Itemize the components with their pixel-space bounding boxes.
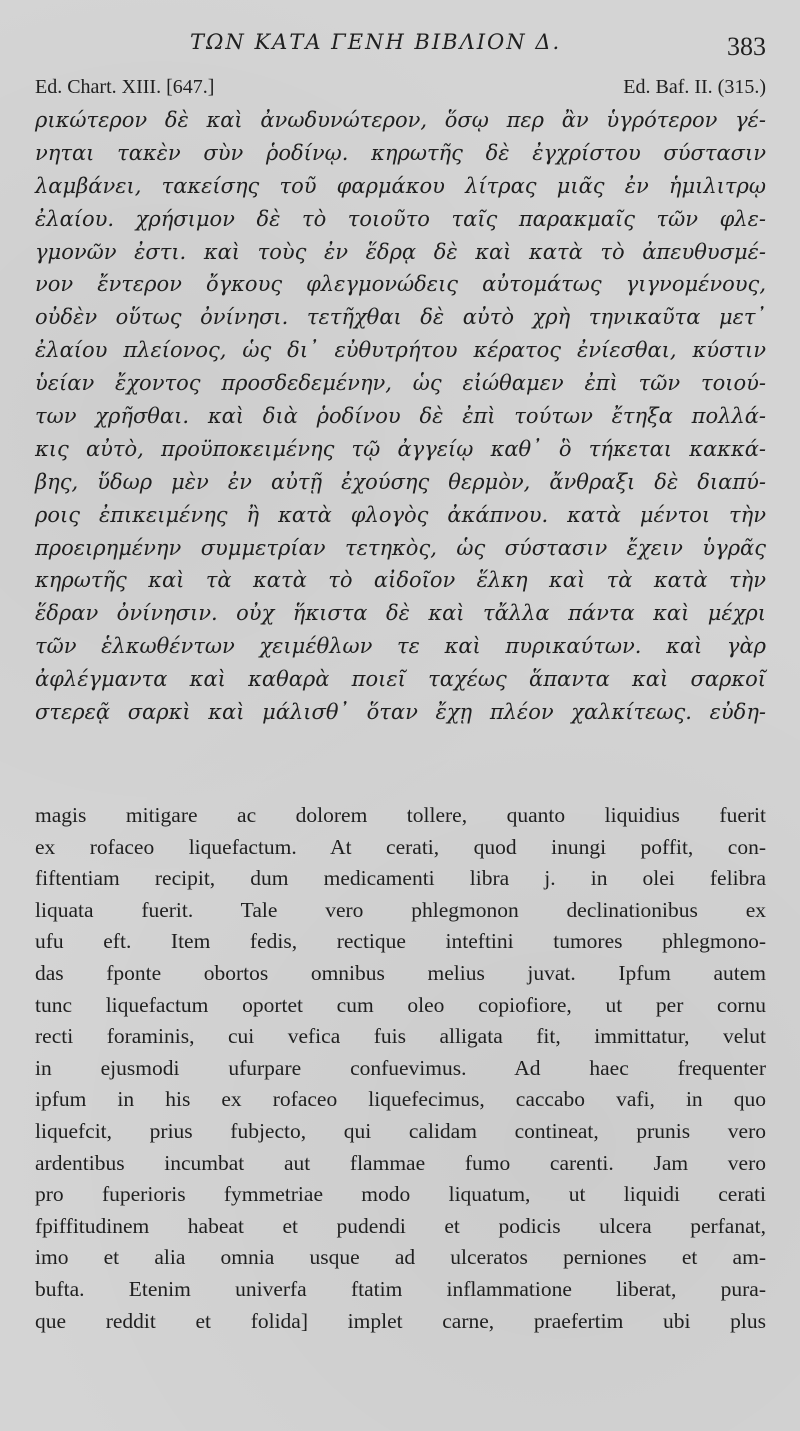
latin-text-line: ex rofaceo liquefactum. At cerati, quod inungi poffit, con- — [35, 834, 766, 859]
edition-basel-reference: Ed. Baf. II. (315.) — [623, 76, 766, 98]
latin-text-line: ufu eft. Item fedis, rectique inteftini tumores phlegmono- — [35, 929, 766, 954]
greek-text-line: στερεᾷ σαρκὶ καὶ μάλισθ᾽ ὅταν ἔχῃ πλέον χαλκίτεως. εὐδη- — [35, 700, 766, 725]
greek-text-line: κις αὐτὸ, προϋποκειμένης τῷ ἀγγείῳ καθ᾽ ὃ τήκεται κακκά- — [35, 436, 766, 461]
latin-text-line: ardentibus incumbat aut flammae fumo carenti. Jam vero — [35, 1150, 766, 1175]
greek-text-line: των χρῆσθαι. καὶ διὰ ῥοδίνου δὲ ἐπὶ τούτων ἔτηξα πολλά- — [35, 404, 766, 429]
greek-text-line: βης, ὕδωρ μὲν ἐν αὐτῇ ἐχούσης θερμὸν, ἄνθραξι δὲ διαπύ- — [35, 469, 766, 494]
latin-text-line: magis mitigare ac dolorem tollere, quanto liquidius fuerit — [35, 803, 766, 827]
greek-text-line: ρικώτερον δὲ καὶ ἀνωδυνώτερον, ὅσῳ περ ἂν ὑγρότερον γέ- — [35, 108, 766, 132]
latin-text-block — [35, 800, 766, 1337]
greek-text-line: νηται τακὲν σὺν ῥοδίνῳ. κηρωτῆς δὲ ἐγχρίστου σύστασιν — [35, 140, 766, 165]
running-title: ΤΩΝ ΚΑΤΑ ΓΕΝΗ ΒΙΒΛΙΟΝ Δ. — [190, 30, 562, 54]
greek-text-line: ροις ἐπικειμένης ἢ κατὰ φλογὸς ἀκάπνου. κατὰ μέντοι τὴν — [35, 502, 766, 527]
page-number: 383 — [727, 32, 766, 61]
running-head — [0, 30, 800, 60]
greek-text-line: τῶν ἑλκωθέντων χειμέθλων τε καὶ πυρικαύτων. καὶ γὰρ — [35, 634, 766, 659]
greek-text-block — [35, 104, 766, 729]
greek-text-line: ἕδραν ὀνίνησιν. οὐχ ἥκιστα δὲ καὶ τἄλλα πάντα καὶ μέχρι — [35, 601, 766, 626]
greek-text-line: ἀφλέγμαντα καὶ καθαρὰ ποιεῖ ταχέως ἅπαντα καὶ σαρκοῖ — [35, 667, 766, 692]
greek-text-line: κηρωτῆς καὶ τὰ κατὰ τὸ αἰδοῖον ἕλκη καὶ τὰ κατὰ τὴν — [35, 568, 766, 593]
latin-text-line: que reddit et folida] implet carne, praefertim ubi plus — [35, 1308, 766, 1333]
greek-text-line: λαμβάνει, τακείσης τοῦ φαρμάκου λίτρας μιᾶς ἐν ἡμιλιτρῳ — [35, 173, 766, 198]
edition-references — [35, 76, 766, 102]
latin-text-line: bufta. Etenim univerfa ftatim inflammatione liberat, pura- — [35, 1276, 766, 1301]
greek-text-line: ὑείαν ἔχοντος προσδεδεμένην, ὡς εἰώθαμεν ἐπὶ τῶν τοιού- — [35, 371, 766, 396]
latin-text-line: liquefcit, prius fubjecto, qui calidam contineat, prunis vero — [35, 1118, 766, 1143]
edition-chartier-reference: Ed. Chart. XIII. [647.] — [35, 76, 215, 98]
latin-text-line: fpiffitudinem habeat et pudendi et podicis ulcera perfanat, — [35, 1213, 766, 1238]
greek-text-line: οὐδὲν οὕτως ὀνίνησι. τετῆχθαι δὲ αὐτὸ χρὴ τηνικαῦτα μετ᾽ — [35, 305, 766, 330]
latin-text-line: fiftentiam recipit, dum medicamenti libra j. in olei felibra — [35, 866, 766, 891]
greek-text-line: γμονῶν ἐστι. καὶ τοὺς ἐν ἕδρᾳ δὲ καὶ κατὰ τὸ ἀπευθυσμέ- — [35, 239, 766, 264]
latin-text-line: ipfum in his ex rofaceo liquefecimus, caccabo vafi, in quo — [35, 1087, 766, 1112]
greek-text-line: νον ἔντερον ὄγκους φλεγμονώδεις αὐτομάτως γιγνομένους, — [35, 272, 766, 297]
latin-text-line: tunc liquefactum oportet cum oleo copiofiore, ut per cornu — [35, 992, 766, 1017]
latin-text-line: pro fuperioris fymmetriae modo liquatum, ut liquidi cerati — [35, 1182, 766, 1207]
greek-text-line: προειρημένην συμμετρίαν τετηκὸς, ὡς σύστασιν ἔχειν ὑγρᾶς — [35, 535, 766, 560]
greek-text-line: ἐλαίου πλείονος, ὡς δι᾽ εὐθυτρήτου κέρατος ἐνίεσθαι, κύστιν — [35, 338, 766, 363]
latin-text-line: recti foraminis, cui vefica fuis alligata fit, immittatur, velut — [35, 1024, 766, 1049]
greek-text-line: ἐλαίου. χρήσιμον δὲ τὸ τοιοῦτο ταῖς παρακμαῖς τῶν φλε- — [35, 206, 766, 231]
latin-text-line: imo et alia omnia usque ad ulceratos perniones et am- — [35, 1245, 766, 1270]
latin-text-line: liquata fuerit. Tale vero phlegmonon declinationibus ex — [35, 897, 766, 922]
latin-text-line: in ejusmodi ufurpare confuevimus. Ad haec frequenter — [35, 1055, 766, 1080]
latin-text-line: das fponte obortos omnibus melius juvat. Ipfum autem — [35, 960, 766, 985]
